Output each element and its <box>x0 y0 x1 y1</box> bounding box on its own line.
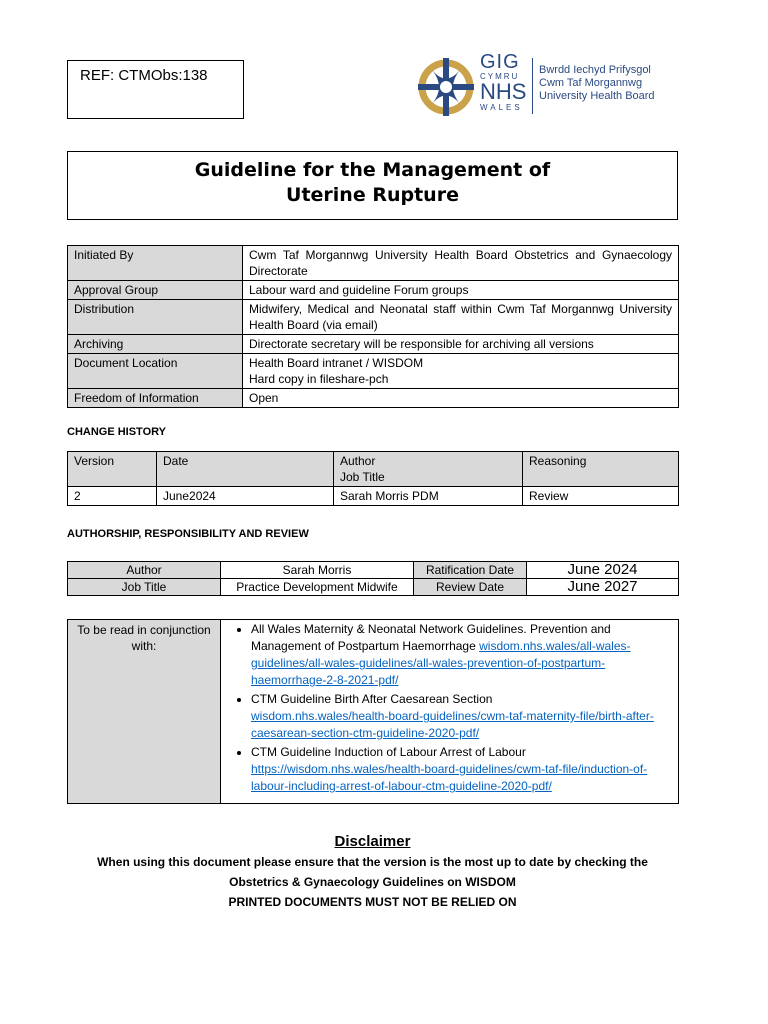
related-guidelines-list <box>221 621 672 795</box>
info-value: Midwifery, Medical and Neonatal staff within Cwm Taf Morgannwg University Health Board (via email) <box>243 300 679 335</box>
guideline-title: • CTM Guideline Birth After Caesarean Section <box>251 692 493 706</box>
header-author-label: Author <box>340 454 376 468</box>
table-row <box>68 300 679 335</box>
list-item <box>251 691 672 742</box>
job-title: Practice Development Midwife <box>221 579 414 596</box>
disclaimer <box>60 832 685 912</box>
table-row <box>68 389 679 408</box>
table-row <box>68 562 679 579</box>
header-job-title-label: Job Title <box>340 470 385 484</box>
header-reasoning: Reasoning <box>523 452 679 487</box>
disclaimer-line-3: PRINTED DOCUMENTS MUST NOT BE RELIED ON <box>228 895 517 909</box>
cymru-text: CYMRU <box>480 72 520 81</box>
disclaimer-line-1: When using this document please ensure that the version is the most up to date by checking the <box>97 855 648 869</box>
disclaimer-line-2: Obstetrics & Gynaecology Guidelines on WISDOM <box>229 875 516 889</box>
location-hardcopy: Hard copy in fileshare-pch <box>249 372 389 386</box>
table-row <box>68 354 679 389</box>
info-key: Initiated By <box>68 246 243 281</box>
table-row <box>68 579 679 596</box>
info-key: Approval Group <box>68 281 243 300</box>
wales-text: WALES <box>480 103 523 112</box>
celtic-knot-icon <box>412 50 480 124</box>
conjunction-label: To be read in conjunction with: <box>68 620 221 804</box>
guideline-title: • CTM Guideline Induction of Labour Arrest of Labour <box>251 745 526 759</box>
table-row <box>68 281 679 300</box>
related-guidelines-list-cell <box>221 620 679 804</box>
title-line-1: Guideline for the Management of <box>194 159 551 181</box>
info-value: Labour ward and guideline Forum groups <box>243 281 679 300</box>
header-author <box>334 452 523 487</box>
disclaimer-heading: Disclaimer <box>334 833 411 850</box>
job-title-label: Job Title <box>68 579 221 596</box>
info-value: Cwm Taf Morgannwg University Health Board Obstetrics and Gynaecology Directorate <box>243 246 679 281</box>
info-value <box>243 354 679 389</box>
info-value: Open <box>243 389 679 408</box>
header-date: Date <box>157 452 334 487</box>
related-guidelines-table <box>67 619 679 804</box>
ratification-date: June 2024 <box>527 562 679 579</box>
table-row <box>68 335 679 354</box>
nhs-text: NHS <box>480 79 527 104</box>
gig-nhs-wordmark <box>480 52 532 112</box>
info-value: Directorate secretary will be responsible for archiving all versions <box>243 335 679 354</box>
author-name: Sarah Morris <box>221 562 414 579</box>
table-row <box>68 246 679 281</box>
table-header-row <box>68 452 679 487</box>
guideline-title: All Wales Maternity & Neonatal Network Guidelines. Prevention and Management of Postpartum Haemorrhage <box>251 622 611 653</box>
document-title <box>67 151 678 220</box>
ratification-label: Ratification Date <box>414 562 527 579</box>
pph-guideline-link[interactable]: wisdom.nhs.wales/all-wales-guidelines/all-wales-guidelines/all-wales-prevention-of-postpartum-haemorrhage-2-8-2021-pdf/ <box>251 639 631 687</box>
cell-date: June2024 <box>157 487 334 506</box>
health-board-logo <box>412 50 702 130</box>
author-label: Author <box>68 562 221 579</box>
info-key: Distribution <box>68 300 243 335</box>
reference-number: REF: CTMObs:138 <box>80 67 208 84</box>
info-key: Freedom of Information <box>68 389 243 408</box>
cell-version: 2 <box>68 487 157 506</box>
info-key: Archiving <box>68 335 243 354</box>
board-name-english: University Health Board <box>539 90 655 102</box>
board-name-region: Cwm Taf Morgannwg <box>539 77 643 89</box>
vbac-guideline-link[interactable]: wisdom.nhs.wales/health-board-guidelines/cwm-taf-maternity-file/birth-after-caesarean-section-ctm-guideline-2020-pdf/ <box>251 709 654 740</box>
change-history-table <box>67 451 679 506</box>
table-row <box>68 487 679 506</box>
change-history-heading: CHANGE HISTORY <box>67 426 167 438</box>
review-date: June 2027 <box>527 579 679 596</box>
reference-box <box>67 60 244 119</box>
cell-author: Sarah Morris PDM <box>334 487 523 506</box>
list-item <box>251 744 672 795</box>
induction-guideline-link[interactable]: https://wisdom.nhs.wales/health-board-guidelines/cwm-taf-file/induction-of-labour-including-arrest-of-labour-ctm-guideline-2020-pdf/ <box>251 762 648 793</box>
table-row <box>68 620 679 804</box>
review-label: Review Date <box>414 579 527 596</box>
gig-text: GIG <box>480 51 520 73</box>
cell-reasoning: Review <box>523 487 679 506</box>
document-info-table <box>67 245 679 408</box>
board-name-welsh: Bwrdd Iechyd Prifysgol <box>539 64 651 76</box>
list-item <box>251 621 672 689</box>
logo-divider <box>532 58 533 114</box>
info-key: Document Location <box>68 354 243 389</box>
authorship-heading: AUTHORSHIP, RESPONSIBILITY AND REVIEW <box>67 528 309 540</box>
location-intranet: Health Board intranet / WISDOM <box>249 356 424 370</box>
authorship-table <box>67 561 679 596</box>
board-name <box>539 64 704 103</box>
header-version: Version <box>68 452 157 487</box>
title-line-2: Uterine Rupture <box>286 184 459 206</box>
